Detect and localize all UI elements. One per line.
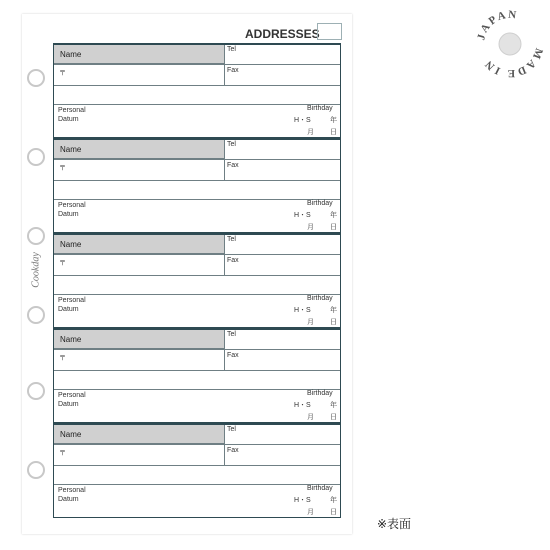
address-entry: [53, 423, 341, 518]
era-label: H・S: [294, 212, 311, 219]
birthday-label: Birthday: [307, 390, 333, 397]
datum-label: Datum: [58, 401, 79, 408]
svg-text:MADE IN: MADE IN: [481, 46, 545, 80]
punch-hole: [27, 148, 45, 166]
fax-label: Fax: [227, 257, 239, 264]
row-line: [54, 64, 340, 65]
row-line: [54, 389, 340, 390]
punch-hole: [27, 69, 45, 87]
brand-logo: Cookday: [30, 252, 42, 288]
address-entry: [53, 233, 341, 328]
birthday-label: Birthday: [307, 485, 333, 492]
punch-hole: [27, 382, 45, 400]
year-label: 年: [330, 117, 337, 124]
year-label: 年: [330, 212, 337, 219]
datum-label: Datum: [58, 211, 79, 218]
row-line: [54, 294, 340, 295]
row-line: [54, 199, 340, 200]
name-field: [54, 235, 224, 254]
personal-label: Personal: [58, 392, 86, 399]
row-line: [54, 159, 340, 160]
personal-label: Personal: [58, 107, 86, 114]
datum-label: Datum: [58, 306, 79, 313]
tel-label: Tel: [227, 141, 236, 148]
fax-label: Fax: [227, 162, 239, 169]
month-label: 月: [307, 319, 314, 326]
era-label: H・S: [294, 497, 311, 504]
address-entry: [53, 138, 341, 233]
row-line: [54, 180, 340, 181]
row-line: [54, 275, 340, 276]
name-label: Name: [60, 430, 82, 439]
tel-label: Tel: [227, 426, 236, 433]
divider: [224, 425, 225, 465]
month-label: 月: [307, 129, 314, 136]
tel-label: Tel: [227, 331, 236, 338]
name-field: [54, 330, 224, 349]
era-label: H・S: [294, 402, 311, 409]
datum-label: Datum: [58, 116, 79, 123]
address-entry: [53, 43, 341, 138]
era-label: H・S: [294, 307, 311, 314]
tel-label: Tel: [227, 236, 236, 243]
front-side-caption: ※表面: [377, 517, 412, 531]
datum-label: Datum: [58, 496, 79, 503]
name-field: [54, 140, 224, 159]
name-label: Name: [60, 240, 82, 249]
postal-label: 〒: [59, 450, 66, 457]
fax-label: Fax: [227, 352, 239, 359]
punch-hole: [27, 461, 45, 479]
personal-label: Personal: [58, 487, 86, 494]
row-line: [54, 254, 340, 255]
day-label: 日: [330, 129, 337, 136]
postal-label: 〒: [59, 70, 66, 77]
tel-label: Tel: [227, 46, 236, 53]
birthday-label: Birthday: [307, 105, 333, 112]
month-label: 月: [307, 414, 314, 421]
divider: [224, 330, 225, 370]
row-line: [54, 85, 340, 86]
postal-label: 〒: [59, 260, 66, 267]
postal-label: 〒: [59, 355, 66, 362]
punch-hole: [27, 227, 45, 245]
year-label: 年: [330, 497, 337, 504]
index-box: [317, 23, 342, 40]
row-line: [54, 484, 340, 485]
postal-label: 〒: [59, 165, 66, 172]
era-label: H・S: [294, 117, 311, 124]
day-label: 日: [330, 224, 337, 231]
row-line: [54, 104, 340, 105]
divider: [224, 45, 225, 85]
fax-label: Fax: [227, 447, 239, 454]
name-label: Name: [60, 335, 82, 344]
year-label: 年: [330, 307, 337, 314]
month-label: 月: [307, 509, 314, 516]
personal-label: Personal: [58, 202, 86, 209]
row-line: [54, 465, 340, 466]
name-label: Name: [60, 145, 82, 154]
year-label: 年: [330, 402, 337, 409]
divider: [224, 235, 225, 275]
punch-hole: [27, 306, 45, 324]
divider: [224, 140, 225, 180]
address-entry: [53, 328, 341, 423]
row-line: [54, 370, 340, 371]
fax-label: Fax: [227, 67, 239, 74]
personal-label: Personal: [58, 297, 86, 304]
svg-text:JAPAN: JAPAN: [475, 8, 519, 42]
day-label: 日: [330, 414, 337, 421]
day-label: 日: [330, 319, 337, 326]
row-line: [54, 444, 340, 445]
birthday-label: Birthday: [307, 295, 333, 302]
month-label: 月: [307, 224, 314, 231]
day-label: 日: [330, 509, 337, 516]
page-title: ADDRESSES: [245, 27, 320, 41]
name-field: [54, 45, 224, 64]
name-label: Name: [60, 50, 82, 59]
row-line: [54, 349, 340, 350]
birthday-label: Birthday: [307, 200, 333, 207]
name-field: [54, 425, 224, 444]
made-in-japan-seal: [470, 4, 550, 84]
